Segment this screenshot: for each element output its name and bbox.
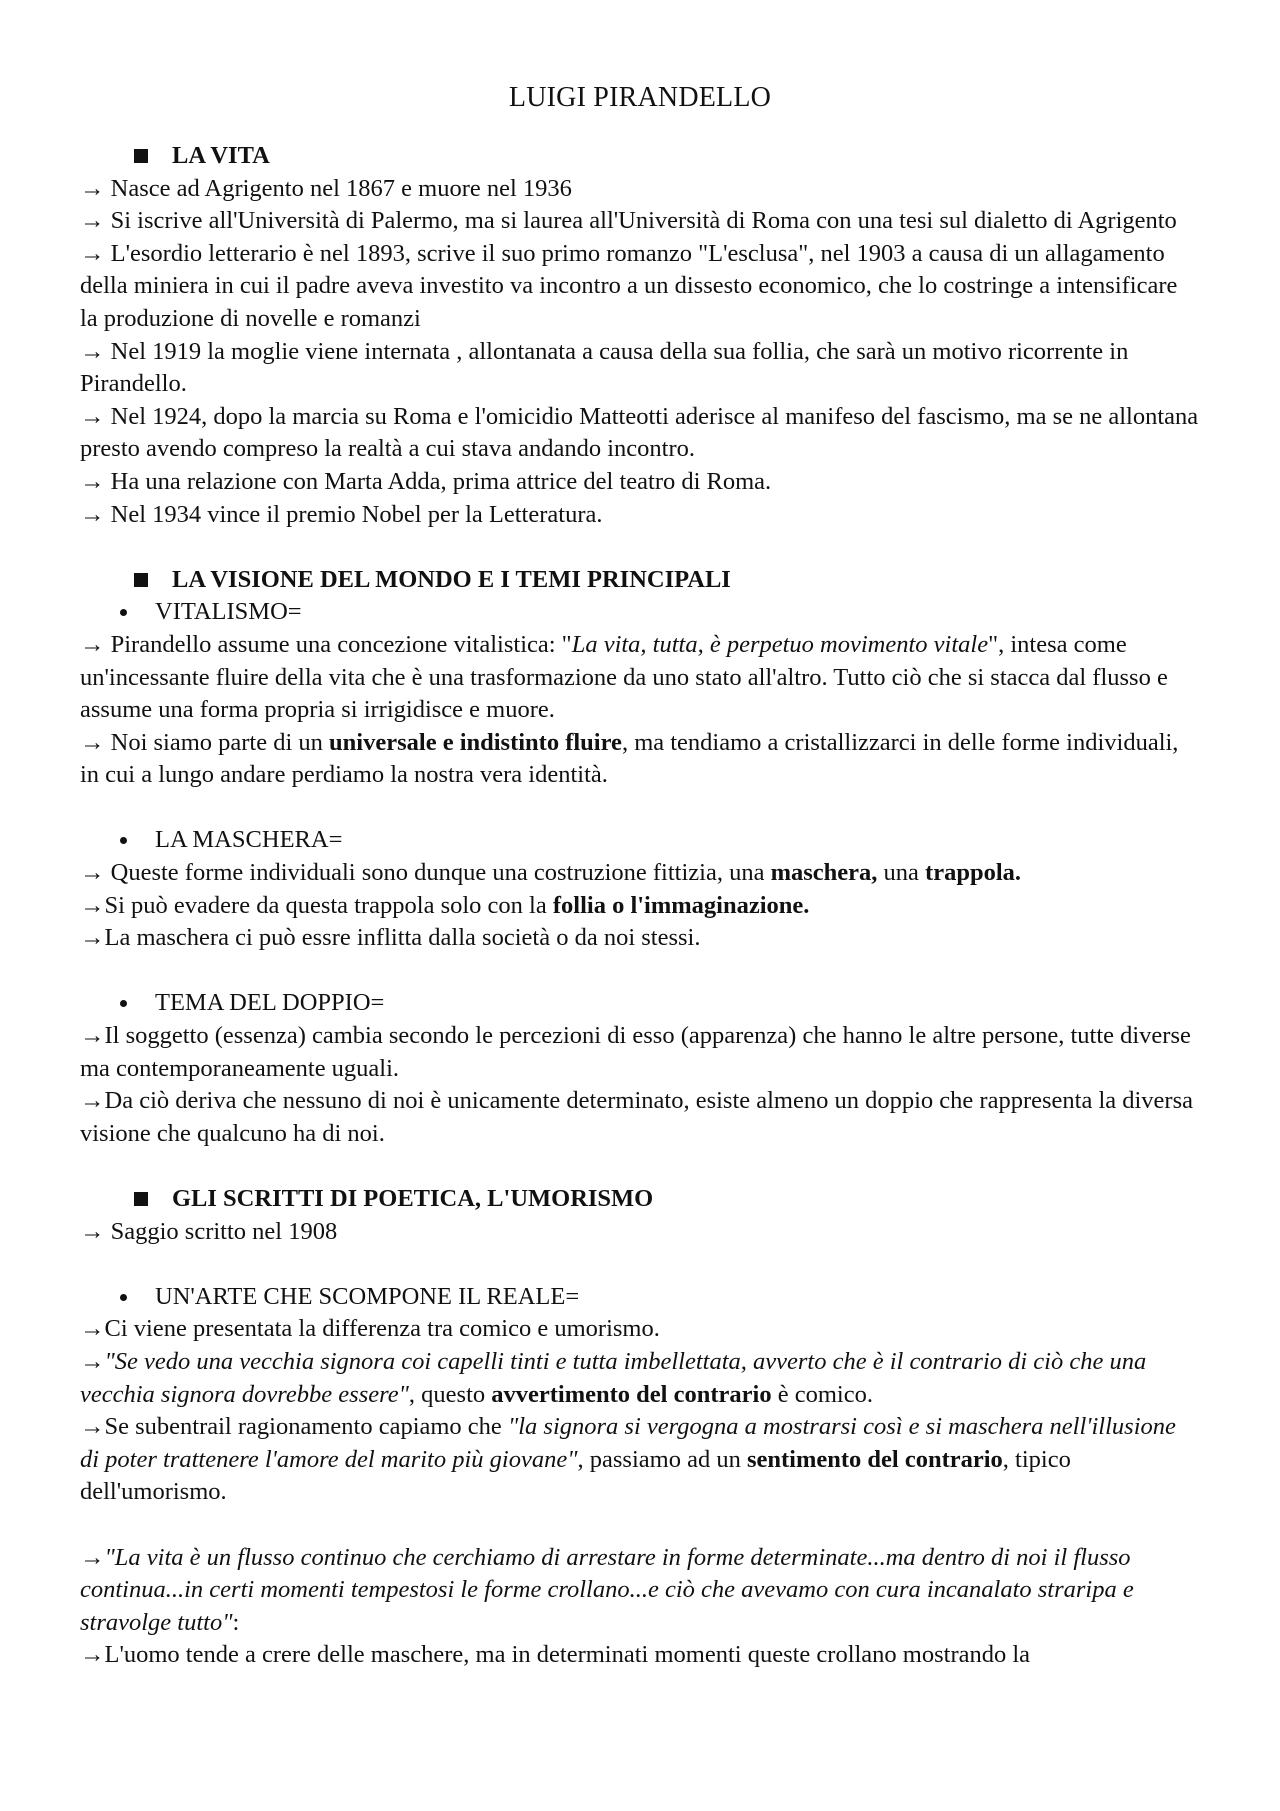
arrow-icon: → xyxy=(80,1543,105,1571)
square-bullet-icon xyxy=(134,573,148,587)
section-heading-vita xyxy=(80,140,1200,173)
vita-line-4: → Nel 1919 la moglie viene internata , allontanata a causa della sua follia, che sarà un motivo ricorrente in Pirandello. xyxy=(80,337,1129,398)
arrow-icon: → xyxy=(80,174,105,202)
arrow-icon: → xyxy=(80,891,105,919)
section-heading-label: LA VITA xyxy=(172,142,270,169)
doppio-paragraph-1: →Il soggetto (essenza) cambia secondo le percezioni di esso (apparenza) che hanno le altre persone, tutte diverse ma contemporaneamente uguali. xyxy=(80,1022,1191,1082)
arrow-icon: → xyxy=(80,728,105,756)
arrow-icon: → xyxy=(80,1413,105,1441)
arrow-icon: → xyxy=(80,207,105,235)
arte-paragraph-2: →"Se vedo una vecchia signora coi capelli tinti e tutta imbellettata, avverto che è il contrario di ciò che una vecchia signora dovrebbe essere", questo avvertimento del contrario è comico. xyxy=(80,1347,1147,1408)
subheading-vitalismo: VITALISMO= xyxy=(80,596,1200,629)
vita-line-6: → Ha una relazione con Marta Adda, prima attrice del teatro di Roma. xyxy=(80,467,772,495)
arte-paragraph-4: →"La vita è un flusso continuo che cerchiamo di arrestare in forme determinate...ma dentro di noi il flusso continua...in certi momenti tempestosi le forme crollano...e ciò che avevamo con cura incanalato straripa e stravolge tutto": xyxy=(80,1543,1134,1636)
maschera-paragraph-3: →La maschera ci può essre inflitta dalla società o da noi stessi. xyxy=(80,924,701,952)
section-heading-scritti xyxy=(80,1183,1200,1216)
bullet-dot-icon xyxy=(120,1000,127,1007)
scritti-intro: → Saggio scritto nel 1908 xyxy=(80,1217,338,1245)
section-heading-label: LA VISIONE DEL MONDO E I TEMI PRINCIPALI xyxy=(172,565,731,593)
subheading-maschera: LA MASCHERA= xyxy=(80,824,1200,857)
arrow-icon: → xyxy=(80,1087,105,1115)
arrow-icon: → xyxy=(80,500,105,528)
section-heading-visione xyxy=(80,564,1200,597)
arrow-icon: → xyxy=(80,402,105,430)
vita-line-5: → Nel 1924, dopo la marcia su Roma e l'omicidio Matteotti aderisce al manifeso del fascismo, ma se ne allontana presto avendo compreso la realtà a cui stava andando incontro. xyxy=(80,402,1199,463)
subheading-doppio: TEMA DEL DOPPIO= xyxy=(80,987,1200,1020)
vita-line-1: → Nasce ad Agrigento nel 1867 e muore nel 1936 xyxy=(80,174,572,202)
arrow-icon: → xyxy=(80,924,105,952)
arrow-icon: → xyxy=(80,1217,105,1245)
arrow-icon: → xyxy=(80,1347,105,1375)
arte-paragraph-5: →L'uomo tende a crere delle maschere, ma in determinati momenti queste crollano mostrando la xyxy=(80,1641,1031,1669)
arte-paragraph-3: →Se subentrail ragionamento capiamo che "la signora si vergogna a mostrarsi così e si maschera nell'illusione di poter trattenere l'amore del marito più giovane", passiamo ad un sentimento del contrario, tipico dell'umorismo. xyxy=(80,1413,1176,1506)
arrow-icon: → xyxy=(80,1641,105,1669)
square-bullet-icon xyxy=(134,1192,148,1206)
vita-line-3: → L'esordio letterario è nel 1893, scrive il suo primo romanzo "L'esclusa", nel 1903 a causa di un allagamento della miniera in cui il padre aveva investito va incontro a un dissesto economico, che lo costringe a intensificare la produzione di novelle e romanzi xyxy=(80,239,1178,332)
vitalismo-paragraph-1: → Pirandello assume una concezione vitalistica: "La vita, tutta, è perpetuo movimento vitale", intesa come un'incessante fluire della vita che è una trasformazione da uno stato all'altro. Tutto ciò che si stacca dal flusso e assume una forma propria si irrigidisce e muore. xyxy=(80,630,1168,724)
vita-line-7: → Nel 1934 vince il premio Nobel per la Letteratura. xyxy=(80,500,603,528)
arrow-icon: → xyxy=(80,467,105,495)
page-title: LUIGI PIRANDELLO xyxy=(508,82,772,113)
arrow-icon: → xyxy=(80,239,105,267)
arte-paragraph-1: →Ci viene presentata la differenza tra comico e umorismo. xyxy=(80,1315,660,1343)
maschera-paragraph-2: →Si può evadere da questa trappola solo con la follia o l'immaginazione. xyxy=(80,891,810,919)
bullet-dot-icon xyxy=(120,837,127,844)
arrow-icon: → xyxy=(80,337,105,365)
arrow-icon: → xyxy=(80,1022,105,1050)
subheading-arte: UN'ARTE CHE SCOMPONE IL REALE= xyxy=(80,1281,1200,1314)
arrow-icon: → xyxy=(80,1315,105,1343)
maschera-paragraph-1: → Queste forme individuali sono dunque una costruzione fittizia, una maschera, una trappola. xyxy=(80,859,1022,887)
bullet-dot-icon xyxy=(120,1294,127,1301)
arrow-icon: → xyxy=(80,859,105,887)
vitalismo-paragraph-2: → Noi siamo parte di un universale e indistinto fluire, ma tendiamo a cristallizzarci in delle forme individuali, in cui a lungo andare perdiamo la nostra vera identità. xyxy=(80,728,1179,789)
doppio-paragraph-2: →Da ciò deriva che nessuno di noi è unicamente determinato, esiste almeno un doppio che rappresenta la diversa visione che qualcuno ha di noi. xyxy=(80,1087,1194,1147)
bullet-dot-icon xyxy=(120,609,127,616)
square-bullet-icon xyxy=(134,149,148,163)
vita-line-2: → Si iscrive all'Università di Palermo, ma si laurea all'Università di Roma con una tesi sul dialetto di Agrigento xyxy=(80,207,1177,235)
arrow-icon: → xyxy=(80,630,105,658)
section-heading-label: GLI SCRITTI DI POETICA, L'UMORISMO xyxy=(172,1185,654,1212)
